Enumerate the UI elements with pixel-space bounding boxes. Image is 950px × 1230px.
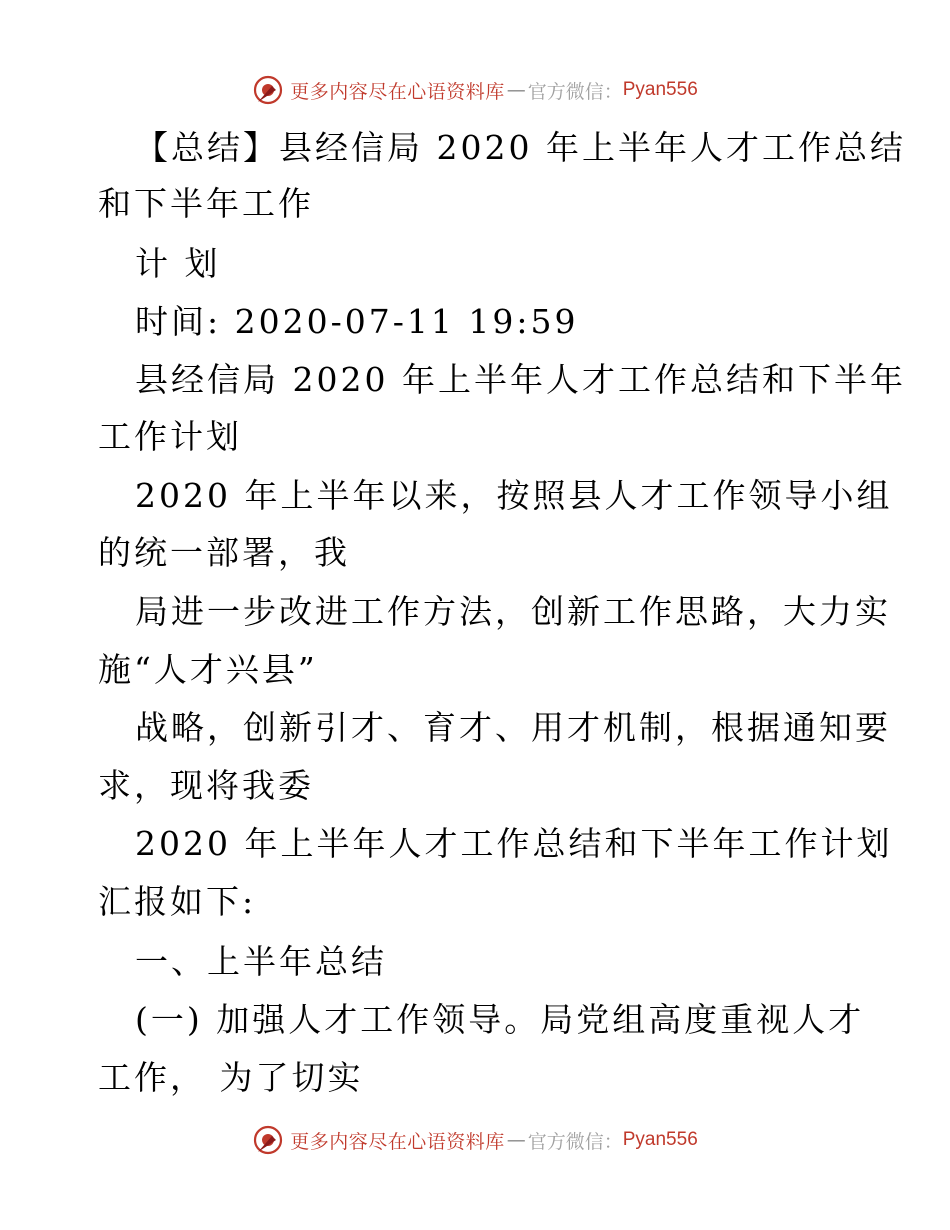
doc-subsection-line: (一) 加强人才工作领导。局党组高度重视人才 [135,1000,865,1039]
doc-paragraph-line: 战略，创新引才、育才、用才机制，根据通知要 [135,708,891,747]
watermark-text: 更多内容尽在心语资料库 [290,80,505,103]
pen-nib-icon [252,74,284,106]
watermark-separator: — [506,79,526,101]
doc-subsection-line: 工作， 为了切实 [98,1058,364,1097]
watermark-separator: — [506,1129,526,1151]
footer-watermark [0,1120,950,1160]
doc-title-line-3: 计 划 [135,244,221,283]
doc-paragraph-line: 的统一部署，我 [98,533,350,572]
doc-paragraph-line: 2020 年上半年以来，按照县人才工作领导小组 [135,476,893,515]
watermark-wechat-label: 官方微信： [527,1130,623,1153]
doc-section-heading: 一、上半年总结 [135,942,387,981]
pen-nib-icon [252,1124,284,1156]
doc-paragraph-line: 局进一步改进工作方法，创新工作思路，大力实 [135,592,891,631]
doc-title-line-2: 和下半年工作 [98,184,314,223]
doc-paragraph-line: 2020 年上半年人才工作总结和下半年工作计划 [135,824,893,863]
doc-subtitle-line-2: 工作计划 [98,417,242,456]
doc-title-line-1: 【总结】县经信局 2020 年上半年人才工作总结 [135,128,906,167]
doc-paragraph-line: 汇报如下: [98,882,257,921]
watermark-text: 更多内容尽在心语资料库 [290,1130,505,1153]
doc-paragraph-line: 施“人才兴县” [98,650,318,689]
doc-timestamp: 时间: 2020-07-11 19:59 [135,302,579,341]
doc-subtitle-line-1: 县经信局 2020 年上半年人才工作总结和下半年 [135,360,906,399]
watermark-wechat-id: Pyan556 [622,79,698,100]
header-watermark [0,70,950,110]
watermark-wechat-label: 官方微信： [527,80,623,103]
watermark-wechat-id: Pyan556 [622,1129,698,1150]
doc-paragraph-line: 求，现将我委 [98,766,314,805]
